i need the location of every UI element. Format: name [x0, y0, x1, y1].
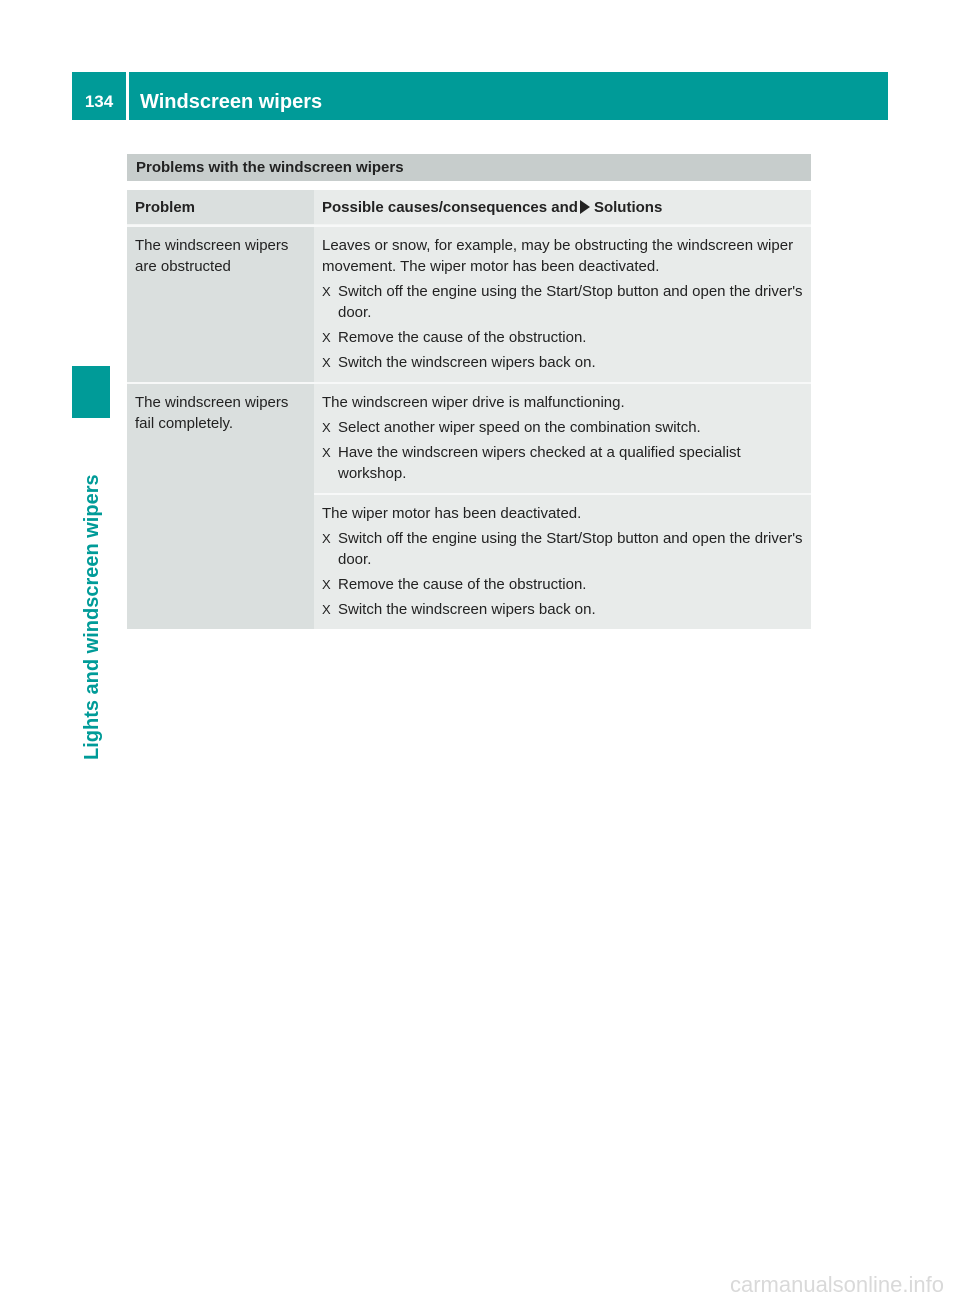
page-title: Windscreen wipers — [140, 91, 323, 113]
cause-text: The windscreen wiper drive is malfunctioning. — [322, 394, 625, 411]
solution-step — [322, 417, 803, 438]
solution-step — [322, 327, 803, 348]
table-row — [127, 225, 811, 382]
step-text: Remove the cause of the obstruction. — [338, 576, 587, 593]
play-arrow-icon — [580, 200, 590, 214]
table-title: Problems with the windscreen wipers — [127, 154, 811, 181]
step-marker-icon: X — [322, 445, 331, 460]
step-text: Switch the windscreen wipers back on. — [338, 601, 596, 618]
problem-cell: The windscreen wipers are obstructed — [127, 227, 314, 382]
solution-step — [322, 281, 803, 323]
step-text: Switch the windscreen wipers back on. — [338, 354, 596, 371]
step-text: Switch off the engine using the Start/Stop button and open the driver's door. — [338, 530, 803, 568]
solution-step — [322, 442, 803, 484]
step-text: Remove the cause of the obstruction. — [338, 329, 587, 346]
table-row — [127, 382, 811, 629]
problems-table — [127, 154, 811, 629]
cause-block — [314, 227, 811, 382]
step-marker-icon: X — [322, 531, 331, 546]
column-header-solutions-post: Solutions — [593, 199, 663, 216]
cause-block — [314, 493, 811, 629]
solution-step — [322, 574, 803, 595]
column-header-solutions-pre: Possible causes/consequences and — [322, 199, 578, 216]
page-number: 134 — [84, 92, 114, 111]
solution-step — [322, 599, 803, 620]
step-text: Select another wiper speed on the combination switch. — [338, 419, 701, 436]
step-marker-icon: X — [322, 284, 331, 299]
header-divider — [126, 72, 129, 120]
solutions-cell — [314, 384, 811, 629]
step-marker-icon: X — [322, 577, 331, 592]
table-header-row — [127, 190, 811, 225]
step-text: Have the windscreen wipers checked at a qualified specialist workshop. — [338, 444, 741, 482]
chapter-tab-marker — [72, 366, 110, 418]
step-marker-icon: X — [322, 602, 331, 617]
step-marker-icon: X — [322, 355, 331, 370]
step-marker-icon: X — [322, 420, 331, 435]
cause-text: Leaves or snow, for example, may be obstructing the windscreen wiper movement. The wiper motor has been deactivated. — [322, 237, 794, 275]
cause-text: The wiper motor has been deactivated. — [322, 505, 582, 522]
step-marker-icon: X — [322, 330, 331, 345]
column-header-problem: Problem — [127, 190, 314, 224]
column-header-solutions — [314, 190, 811, 224]
solution-step — [322, 352, 803, 373]
cause-block — [314, 384, 811, 493]
problem-cell: The windscreen wipers fail completely. — [127, 384, 314, 629]
solutions-cell — [314, 227, 811, 382]
step-text: Switch off the engine using the Start/Stop button and open the driver's door. — [338, 283, 803, 321]
watermark: carmanualsonline.info — [729, 1272, 944, 1297]
solution-step — [322, 528, 803, 570]
table-body — [127, 225, 811, 629]
chapter-label: Lights and windscreen wipers — [81, 474, 103, 760]
